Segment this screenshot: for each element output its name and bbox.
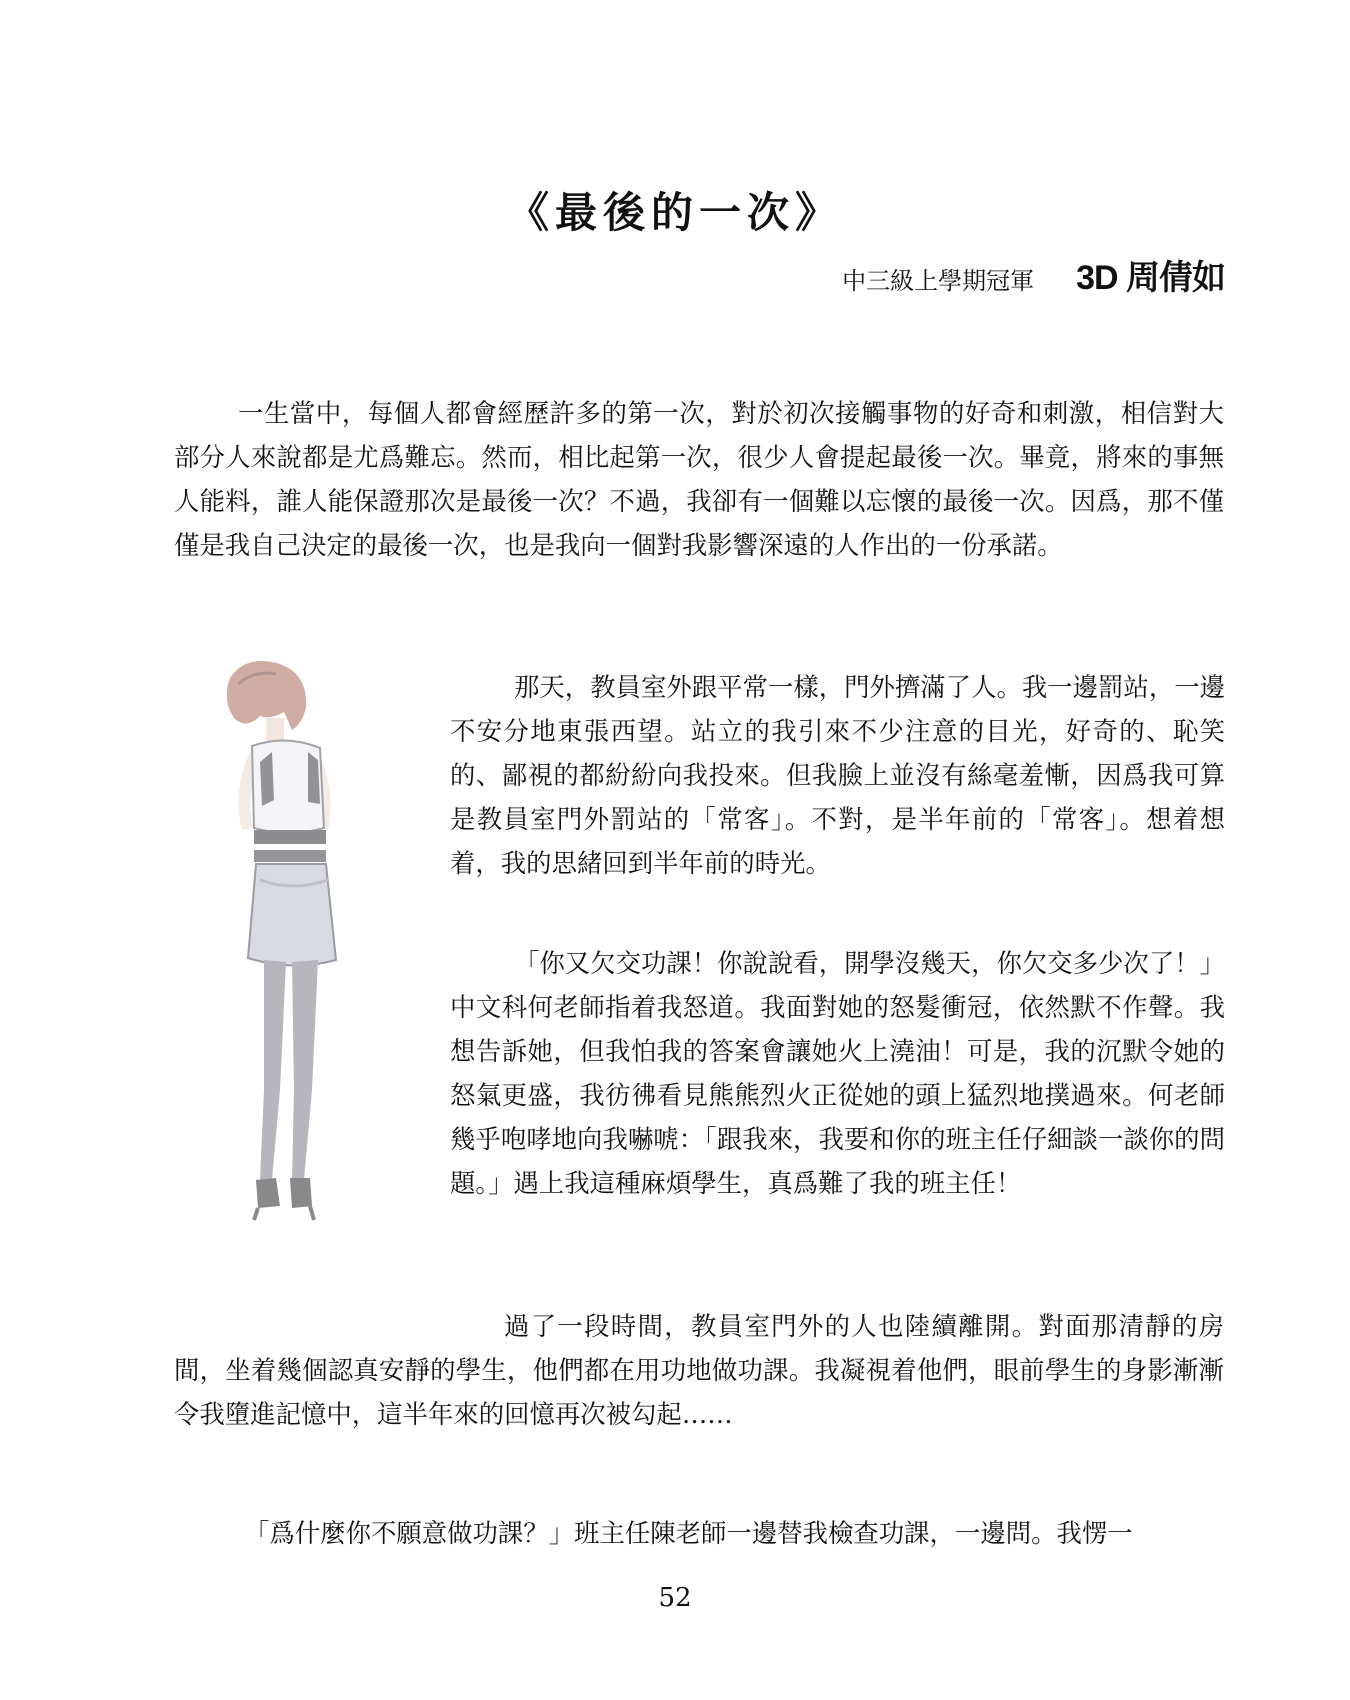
paragraph-5: 「爲什麼你不願意做功課？」班主任陳老師一邊替我檢查功課，一邊問。我愣一 <box>244 1518 1133 1548</box>
page-number: 52 <box>658 1583 692 1613</box>
paragraph-3: 「你又欠交功課！你說說看，開學沒幾天，你欠交多少次了！」中文科何老師指着我怒道。我面對她的怒髮衝冠，依然默不作聲。我想告訴她，但我怕我的答案會讓她火上澆油！可是，我的沉默令她的怒氣更盛，我彷彿看見熊熊烈火正從她的頭上猛烈地撲過來。何老師幾乎咆哮地向我嚇唬：「跟我來，我要和你的班主任仔細談一談你的問題。」遇上我這種麻煩學生，真爲難了我的班主任！ <box>450 948 1225 1198</box>
woman-illustration <box>168 660 408 1320</box>
byline <box>842 250 1225 299</box>
paragraph-1: 一生當中，每個人都會經歷許多的第一次，對於初次接觸事物的好奇和刺激，相信對大部分人來說都是尤爲難忘。然而，相比起第一次，很少人會提起最後一次。畢竟，將來的事無人能料，誰人能保證那次是最後一次？不過，我卻有一個難以忘懷的最後一次。因爲，那不僅僅是我自己決定的最後一次，也是我向一個對我影響深遠的人作出的一份承諾。 <box>174 398 1224 560</box>
story-title: 《最後的一次》 <box>506 188 843 237</box>
paragraph-4: 過了一段時間，教員室門外的人也陸續離開。對面那清靜的房間，坐着幾個認真安靜的學生，他們都在用功地做功課。我凝視着他們，眼前學生的身影漸漸令我墮進記憶中，這半年來的回憶再次被勾起…… <box>174 1311 1224 1429</box>
author-name: 3D 周倩如 <box>1076 259 1225 297</box>
paragraph-2: 那天，教員室外跟平常一樣，門外擠滿了人。我一邊罰站，一邊不安分地東張西望。站立的我引來不少注意的目光，好奇的、恥笑的、鄙視的都紛紛向我投來。但我臉上並沒有絲毫羞慚，因爲我可算是教員室門外罰站的「常客」。不對，是半年前的「常客」。想着想着，我的思緒回到半年前的時光。 <box>450 672 1225 878</box>
award-label: 中三級上學期冠軍 <box>842 267 1035 295</box>
